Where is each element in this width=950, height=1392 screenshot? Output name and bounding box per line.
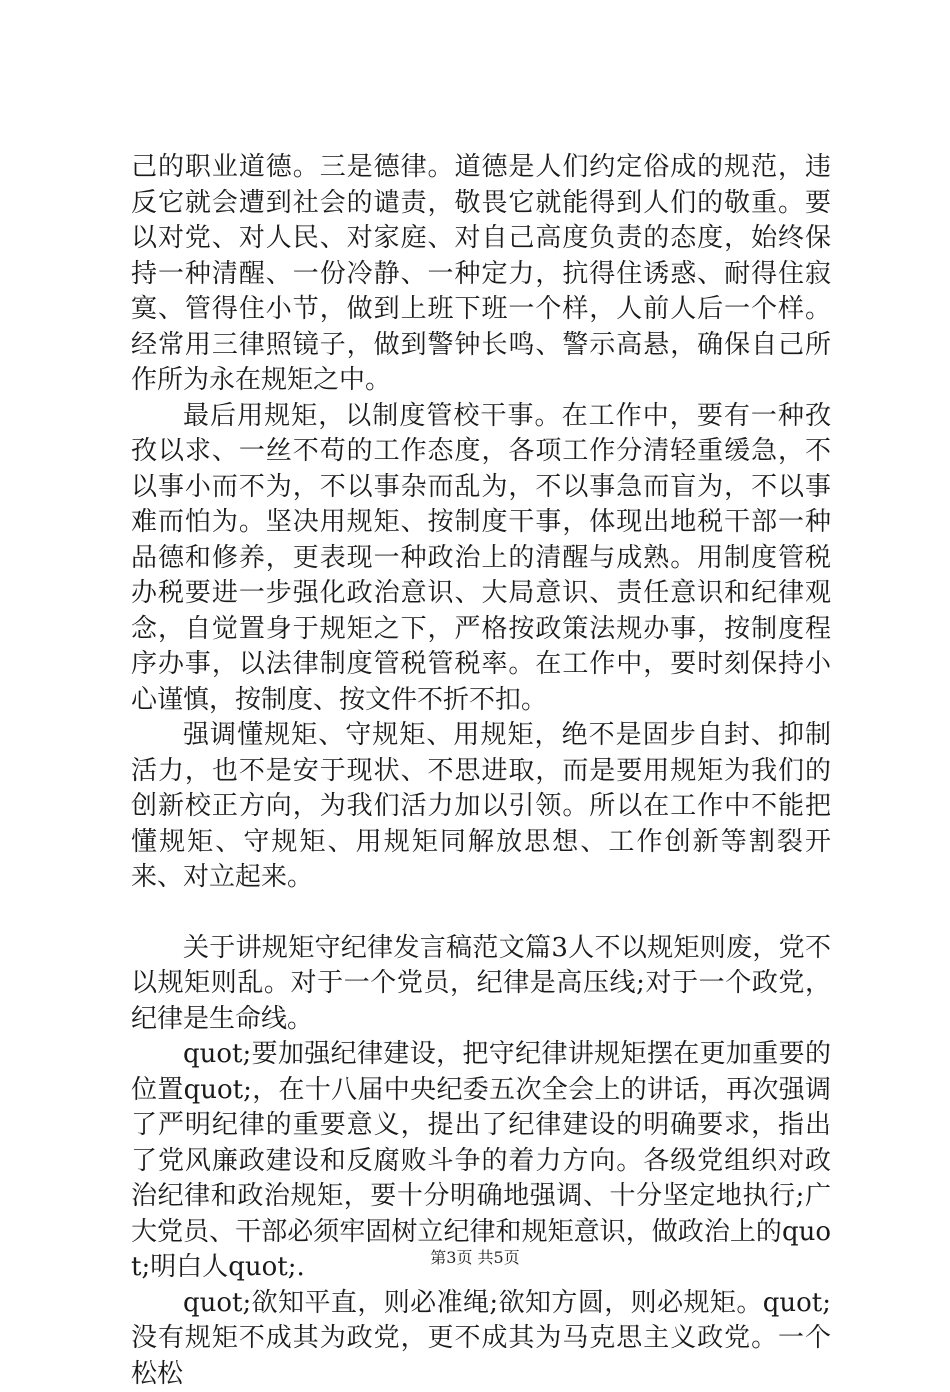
paragraph-2: 最后用规矩，以制度管校干事。在工作中，要有一种孜孜以求、一丝不苟的工作态度，各项工作分清轻重缓急，不以事小而不为，不以事杂而乱为，不以事急而盲为，不以事难而怕为。坚决用规矩、按制度干事，体现出地税干部一种品德和修养，更表现一种政治上的清醒与成熟。用制度管税办税要进一步强化政治意识、大局意识、责任意识和纪律观念，自觉置身于规矩之下，严格按政策法规办事，按制度程序办事，以法律制度管税管税率。在工作中，要时刻保持小心谨慎，按制度、按文件不折不扣。 (131, 399, 831, 719)
paragraph-6: quot;欲知平直，则必准绳;欲知方圆，则必规矩。quot;没有规矩不成其为政党，更不成其为马克思主义政党。一个松松 (131, 1286, 831, 1392)
paragraph-1: 己的职业道德。三是德律。道德是人们约定俗成的规范，违反它就会遭到社会的谴责，敬畏它就能得到人们的敬重。要以对党、对人民、对家庭、对自己高度负责的态度，始终保持一种清醒、一份冷静、一种定力，抗得住诱惑、耐得住寂寞、管得住小节，做到上班下班一个样，人前人后一个样。经常用三律照镜子，做到警钟长鸣、警示高悬，确保自己所作所为永在规矩之中。 (131, 150, 831, 399)
page-number-footer: 第3页 共5页 (0, 1245, 950, 1268)
paragraph-3: 强调懂规矩、守规矩、用规矩，绝不是固步自封、抑制活力，也不是安于现状、不思进取，而是要用规矩为我们的创新校正方向，为我们活力加以引领。所以在工作中不能把懂规矩、守规矩、用规矩同解放思想、工作创新等割裂开来、对立起来。 (131, 718, 831, 896)
paragraph-5: quot;要加强纪律建设，把守纪律讲规矩摆在更加重要的位置quot;，在十八届中央纪委五次全会上的讲话，再次强调了严明纪律的重要意义，提出了纪律建设的明确要求，指出了党风廉政建设和反腐败斗争的着力方向。各级党组织对政治纪律和政治规矩，要十分明确地强调、十分坚定地执行;广大党员、干部必须牢固树立纪律和规矩意识，做政治上的quot;明白人quot;. (131, 1037, 831, 1286)
paragraph-gap (131, 896, 831, 931)
document-body (131, 150, 831, 1392)
paragraph-4: 关于讲规矩守纪律发言稿范文篇3人不以规矩则废，党不以规矩则乱。对于一个党员，纪律是高压线;对于一个政党，纪律是生命线。 (131, 931, 831, 1038)
